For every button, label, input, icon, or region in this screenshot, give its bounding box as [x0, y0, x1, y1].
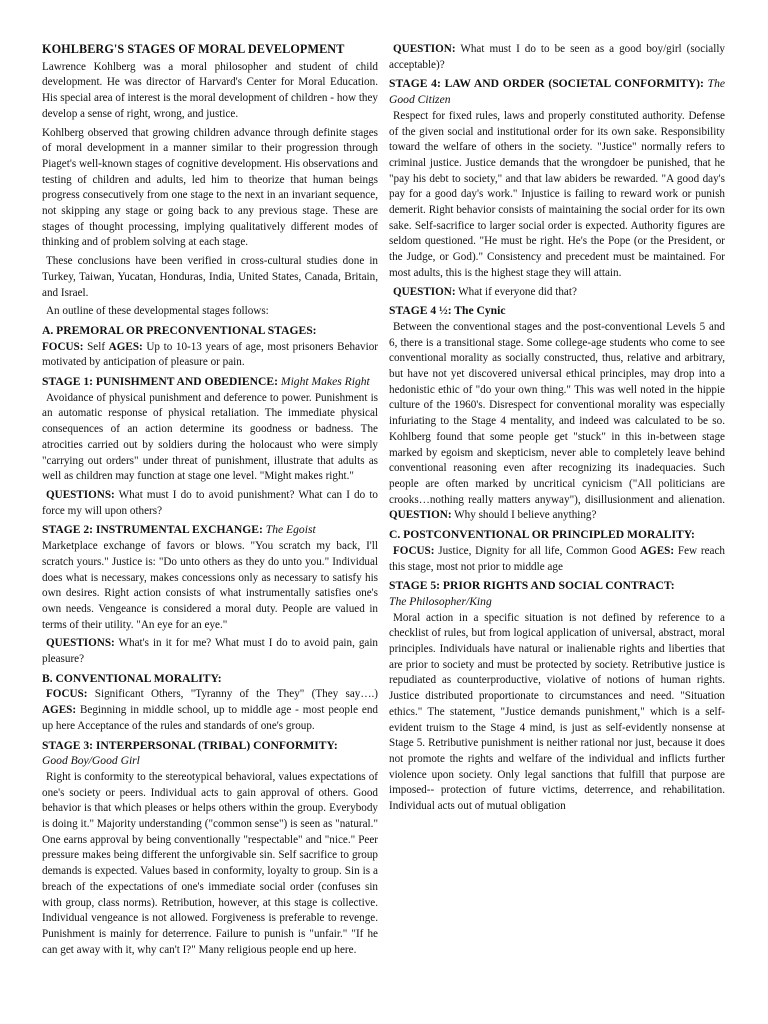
stage2-question: QUESTIONS: What's in it for me? What must I do to avoid pain, gain pleasure?: [42, 637, 379, 666]
section-a-focus: FOCUS: Self AGES: Up to 10-13 years of age, most prisoners Behavior motivated by anticipation of pleasure or pain.: [42, 340, 378, 369]
stage2-heading: STAGE 2: INSTRUMENTAL EXCHANGE: The Egoist: [42, 523, 316, 537]
stage1-body: Avoidance of physical punishment and deference to power. Punishment is an automatic response of physical retaliation. The immediate physical consequences of an action determine its goodness or badness. The atrocities carried out by soldiers during the holocaust who were simply "carrying out orders" under threat of punishment, illustrate that adults as well as children may function at stage one level. "Might makes right.": [42, 391, 378, 483]
stage3-heading: STAGE 3: INTERPERSONAL (TRIBAL) CONFORMITY: Good Boy/Good Girl: [42, 738, 338, 768]
stage4-heading: STAGE 4: LAW AND ORDER (SOCIETAL CONFORMITY): The Good Citizen: [389, 77, 726, 107]
stage1-question: QUESTIONS: What must I do to avoid punishment? What can I do to force my will upon others?: [42, 488, 378, 517]
stage3-question: QUESTION: What must I do to be seen as a good boy/girl (socially acceptable)?: [389, 43, 725, 71]
stage4-question: QUESTION: What if everyone did that?: [393, 285, 577, 298]
stage2-body: Marketplace exchange of favors or blows. "You scratch my back, I'll scratch yours." Justice is: "Do unto others as they do unto you." Individual does what is necessary, makes concessions only as necessary to satisfy his own desires. Right action consists of what instrumentally satisfies one's own needs. Vengeance is considered a moral duty. People are valued in terms of their utility. "An eye for an eye.": [42, 540, 378, 631]
section-c-heading: C. POSTCONVENTIONAL OR PRINCIPLED MORALITY:: [389, 528, 695, 542]
document-title: KOHLBERG'S STAGES OF MORAL DEVELOPMENT: [42, 42, 345, 56]
intro-paragraph: Lawrence Kohlberg was a moral philosopher and student of child development. He was director of Harvard's Center for Moral Education. His special area of interest is the moral development of children - how they develop a sense of right, wrong, and justice.: [42, 60, 378, 120]
stage4half-heading: STAGE 4 ½: The Cynic: [389, 304, 506, 318]
left-column: [42, 42, 378, 1024]
stage5-body: Moral action in a specific situation is not defined by reference to a checklist of rules, but from logical application of universal, abstract, moral principles. Individuals have natural or inalienable rights and liberties that are prior to society and must be protected by society. Retributive justice is repudiated as counterproductive, violative of notions of human rights. Justice distributed proportionate to circumstances and need. "Situation ethics." The statement, "Justice demands punishment," which is a self-evident truism to the Stage 4 mind, is just as self-evidently nonsense at Stage 5. Retributive punishment is neither rational nor just, because it does not promote the rights and welfare of the individual and inflicts further violence upon society. Only legal sanctions that fulfill that purpose are imposed-- protection of future victims, deterrence, and rehabilitation. Individual acts out of mutual obligation: [389, 611, 725, 813]
intro-paragraph: These conclusions have been verified in cross-cultural studies done in Turkey, Taiwan, Yucatan, Honduras, India, United States, Canada, Britain, and Israel.: [42, 255, 378, 299]
intro-paragraph: Kohlberg observed that growing children advance through definite stages of moral development in a manner similar to their progression through Piaget's well-known stages of cognitive development. His observations and testing of children and adults, led him to theorize that human beings progress consecutively from one stage to the next in an invariant sequence, not skipping any stage or going back to any previous stage. These are stages of thought processing, implying qualitatively different modes of thinking and of problem solving at each stage.: [42, 126, 378, 249]
section-c-focus: FOCUS: Justice, Dignity for all life, Common Good AGES: Few reach this stage, most not prior to middle age: [389, 544, 725, 573]
stage4half-body: Between the conventional stages and the post-conventional Levels 5 and 6, there is a transitional stage. Some college-age students who come to see conventional morality as socially constructed, thus, relative and arbitrary, but have not yet discovered universal ethical principles, may drop into a hedonistic ethic of "do your own thing." This was well noted in the hippie culture of the 1960's. Disrespect for conventional morality was especially infuriating to the Stage 4 mentality, and indeed was calculated to be so. Kohlberg found that some people get "stuck" in this in-between stage marked by egoism and skepticism, never able to completely leave behind conventional reasoning even after recognizing its inadequacies. Such people are often marked by uncritical cynicism ("All politicians are crooks…nothing really matters anyway"), disillusionment and alienation. QUESTION: Why should I believe anything?: [389, 320, 725, 522]
stage3-body: Right is conformity to the stereotypical behavioral, values expectations of one's society or peers. Individual acts to gain approval of others. Good behavior is that which pleases or helps others within the group. Everybody is doing it." Majority understanding ("common sense") is seen as "natural." One earns approval by being conventionally "respectable" and "nice." Peer pressure makes being different the unforgivable sin. Self sacrifice to group demands is expected. Values based in conformity, loyalty to group. Sin is a breach of the expectations of one's immediate social order (confuses sin with group, class norms). Retribution, however, at this stage is collective. Individual vengeance is not allowed. Forgiveness is preferable to revenge. Punishment is mainly for deterrence. Failure to punish is "unfair." "If he can get away with it, why can't I?" Many religious people end up here.: [42, 770, 378, 956]
stage5-heading: STAGE 5: PRIOR RIGHTS AND SOCIAL CONTRACT: The Philosopher/King: [389, 579, 675, 608]
right-column: [389, 42, 725, 1024]
stage4-body: Respect for fixed rules, laws and properly constituted authority. Defense of the given social and institutional order for its own sake. Responsibility toward the welfare of others in the society. "Justice" normally refers to criminal justice. Justice demands that the wrongdoer be punished, that he "pay his debt to society," and that law abiders be rewarded. "A good day's pay for a good day's work." Injustice is failing to reward work or punish demerit. Right behavior consists of maintaining the social order for its own sake. Self-sacrifice to larger social order is expected. Authority figures are seldom questioned. "He must be right. He's the Pope (or the President, or the Judge, or God)." Consistency and precedent must be maintained. For most adults, this is the highest stage they will attain.: [389, 109, 725, 279]
section-a-heading: A. PREMORAL OR PRECONVENTIONAL STAGES:: [42, 323, 317, 337]
section-b-heading: B. CONVENTIONAL MORALITY:: [42, 671, 222, 685]
section-b-focus: FOCUS: Significant Others, "Tyranny of the They" (They say….) AGES: Beginning in middle school, up to middle age - most people end up here Acceptance of the rules and standards of one's group.: [42, 688, 378, 732]
intro-paragraph: An outline of these developmental stages follows:: [46, 305, 269, 318]
stage1-heading: STAGE 1: PUNISHMENT AND OBEDIENCE: Might Makes Right: [42, 375, 370, 389]
